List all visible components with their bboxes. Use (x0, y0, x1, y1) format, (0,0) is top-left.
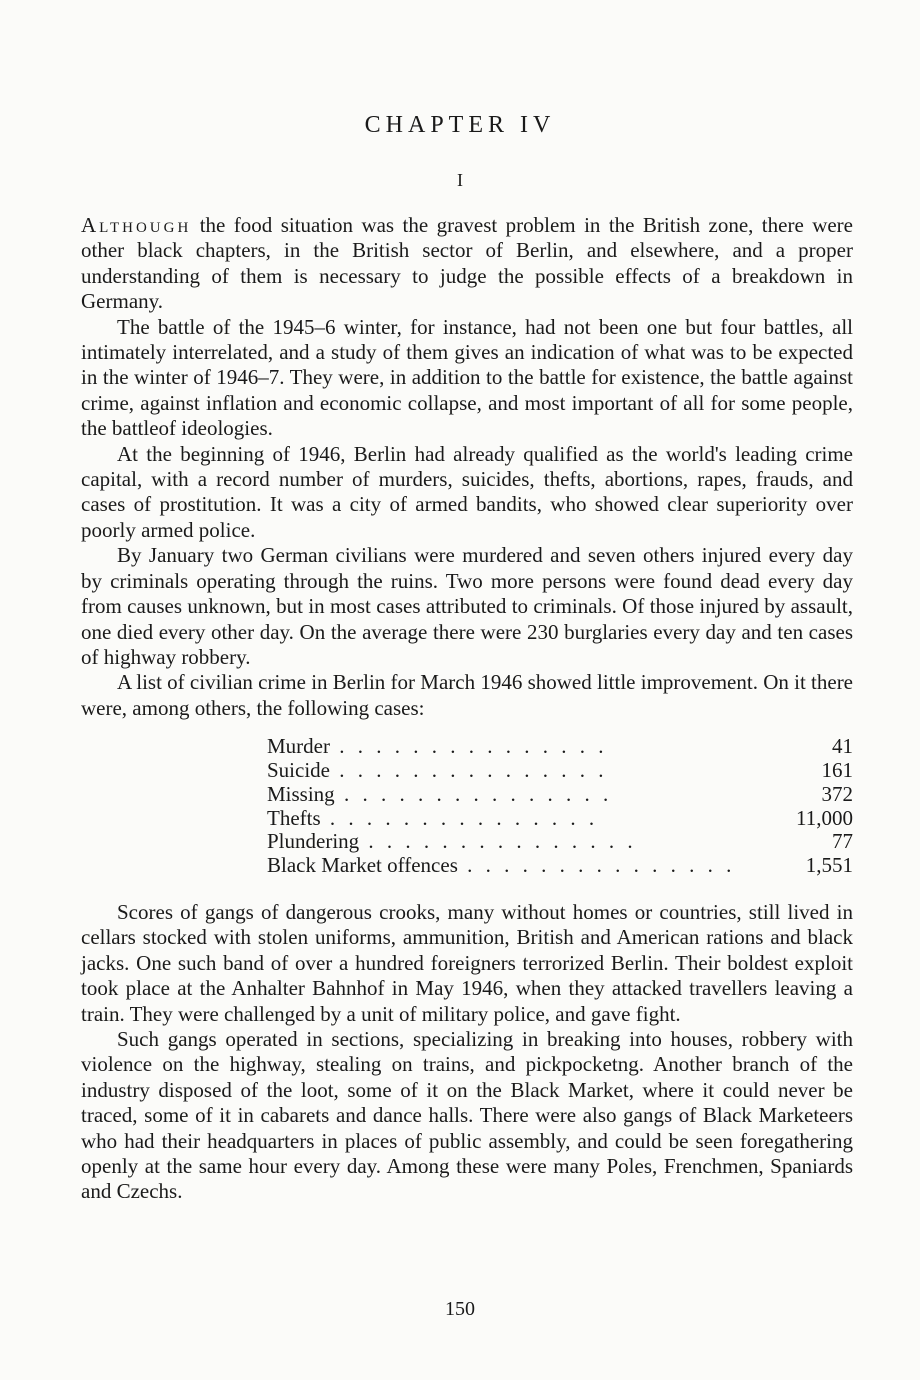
crime-label: Murder . . (267, 735, 735, 759)
table-row (267, 735, 853, 759)
paragraph-text: the food situation was the gravest problem in the British zone, there were other black chapters, in the British sector of Berlin, and elsewhere, and a proper understanding of them is necessary to judge the possible effects of a breakdown in Germany. (81, 213, 853, 314)
crime-label: Thefts . . (267, 807, 735, 831)
crime-count: 161 (821, 757, 853, 782)
drop-lead-word: Although (81, 213, 192, 237)
section-number: I (457, 170, 463, 190)
table-row (267, 759, 853, 783)
paragraph-5: A list of civilian crime in Berlin for March 1946 showed little improvement. On it there were, among others, the following cases: (81, 670, 854, 720)
crime-label: Missing . . (267, 783, 735, 807)
crime-count: 41 (832, 734, 853, 759)
paragraph-4: By January two German civilians were murdered and seven others injured every day by criminals operating through the ruins. Two more persons were found dead every day from causes unknown, but in most cases attributed to criminals. Of those injured by assault, one died every other day. On the average there were 230 burglaries every day and ten cases of highway robbery. (81, 543, 853, 669)
crime-count: 77 (832, 829, 853, 854)
paragraph-6: Scores of gangs of dangerous crooks, many without homes or countries, still lived in cellars stocked with stolen uniforms, ammunition, British and American rations and black jacks. One such band of over a hundred foreigners terrorized Berlin. Their boldest exploit took place at the Anhalter Bahnhof in May 1946, when they attacked travellers leaving a train. They were challenged by a unit of military police, and gave fight. (81, 899, 853, 1026)
crime-count: 1,551 (805, 853, 853, 878)
paragraph-2: The battle of the 1945–6 winter, for instance, had not been one but four battles, all intimately interrelated, and a study of them gives an indication of what was to be expected in the winter of 1946–7. They were, in addition to the battle for existence, the battle against crime, against inflation and economic collapse, and most important of all for some people, the battleof ideologies. (81, 314, 853, 441)
paragraph-7: Such gangs operated in sections, specializing in breaking into houses, robbery with violence on the highway, stealing on trains, and pickpocketng. Another branch of the industry disposed of the loot, some of it on the Black Market, where it could never be traced, some of it in cabarets and dance halls. There were also gangs of Black Marketeers who had their headquarters in places of public assembly, and could be seen foregathering openly at the same hour every day. Among these were many Poles, Frenchmen, Spaniards and Czechs. (81, 1026, 853, 1204)
body-text (81, 213, 853, 1205)
chapter-heading: CHAPTER IV (364, 112, 556, 138)
table-row (267, 830, 853, 854)
crime-label: Plundering . . (267, 830, 735, 854)
crime-count: 372 (821, 781, 853, 806)
crime-label: Suicide . . (267, 759, 735, 783)
paragraph-3: At the beginning of 1946, Berlin had already qualified as the world's leading crime capital, with a record number of murders, suicides, thefts, abortions, rapes, frauds, and cases of prostitution. It was a city of armed bandits, who showed clear superiority over poorly armed police. (81, 441, 853, 542)
crime-count: 11,000 (796, 805, 853, 830)
page-number: 150 (445, 1298, 475, 1320)
paragraph-1 (81, 213, 853, 315)
table-row (267, 807, 853, 831)
crime-label: Black Market offences . . (267, 854, 735, 878)
table-row (267, 783, 853, 807)
crime-statistics-table (267, 735, 853, 878)
table-row (267, 854, 853, 878)
